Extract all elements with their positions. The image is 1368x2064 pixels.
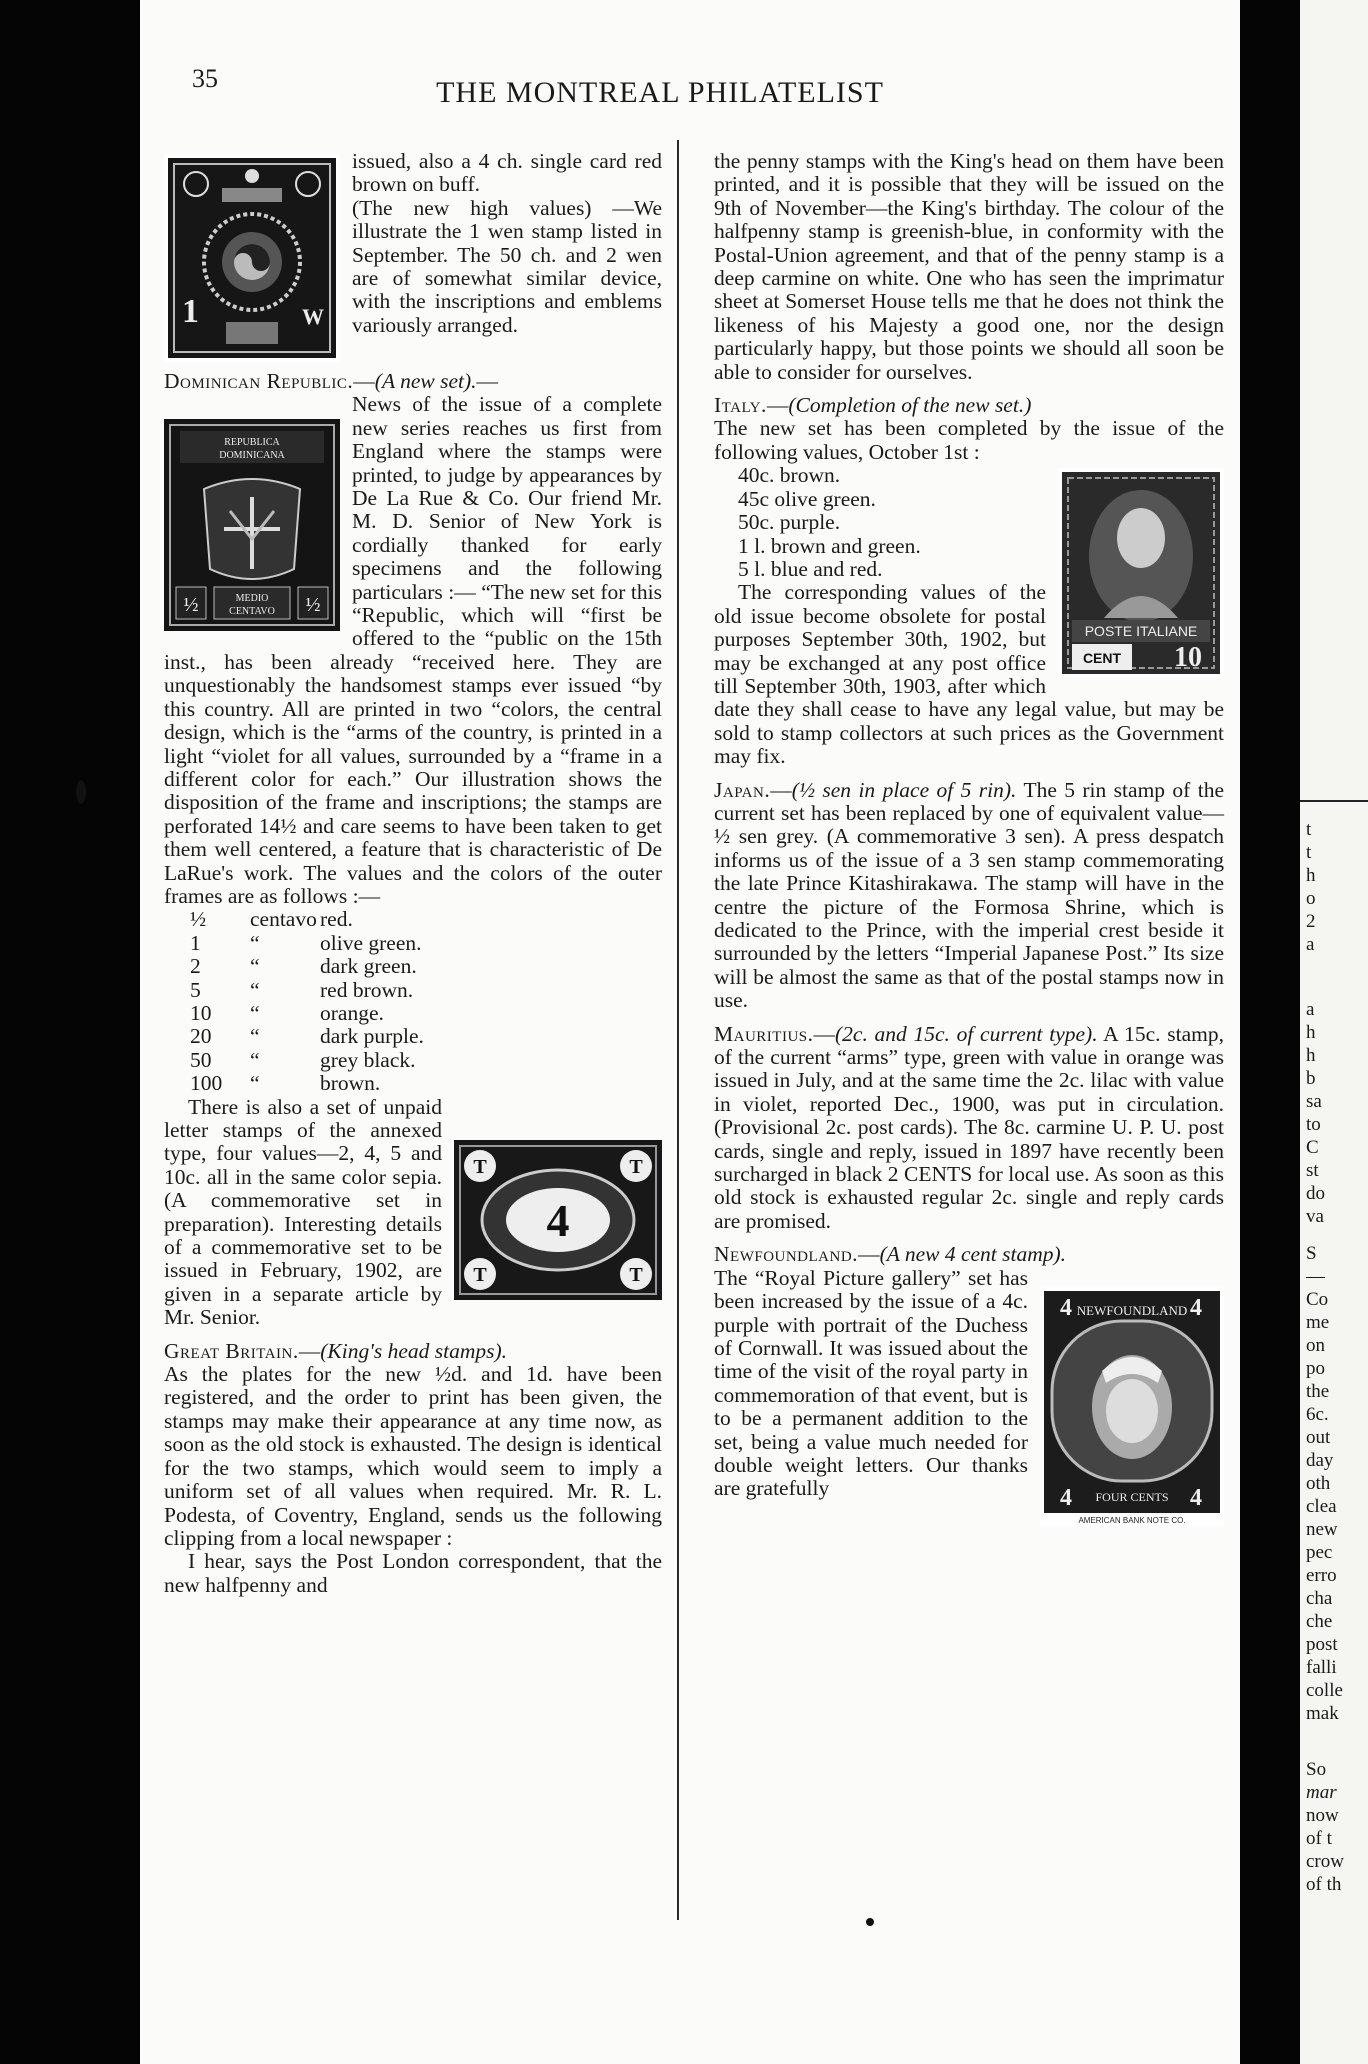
dominican-heading: Dominican Republic.: [164, 369, 354, 393]
list-item: 40c. brown.: [738, 463, 841, 488]
adjacent-page-text: now: [1306, 1805, 1339, 1826]
list-item: 10 “ orange.: [190, 1000, 384, 1025]
adjacent-page-text: post: [1306, 1634, 1338, 1655]
svg-text:REPUBLICA: REPUBLICA: [224, 437, 280, 449]
korea-stamp-image: [164, 154, 340, 362]
svg-text:MEDIO: MEDIO: [235, 593, 269, 605]
great-britain-para-3: the penny stamps with the King's head on them have been printed, and it is possible that they will be issued on the 9th of November—the King's birthday. The colour of the halfpenny stamp is greenish-blue, in conformity with the Postal-Union agreement, and that of the penny stamp is a deep carmine on white. One who has seen the imprimatur sheet at Somerset House tells me that he does not think the likeness of his Majesty a good one, nor the design particularly happy, but those points we should all soon be able to consider for ourselves.: [714, 149, 1224, 384]
korea-text-1: issued, also a 4 ch. single card red brown on buff.: [352, 149, 662, 197]
adjacent-page-text: of t: [1306, 1828, 1332, 1849]
great-britain-para-2: I hear, says the Post London correspondent, that the new halfpenny and: [164, 1549, 662, 1597]
adjacent-page-text: po: [1306, 1358, 1325, 1379]
mauritius-heading: Mauritius.: [714, 1021, 814, 1046]
adjacent-page-text: new: [1306, 1519, 1338, 1540]
dominican-stamp-image: [164, 419, 340, 631]
column-divider: [677, 140, 679, 1920]
newfoundland-stamp-imprint: AMERICAN BANK NOTE CO.: [1078, 1515, 1186, 1525]
adjacent-page-text: pec: [1306, 1542, 1333, 1563]
list-item: 5 l. blue and red.: [738, 556, 883, 581]
adjacent-page-fragment: [1300, 0, 1368, 2064]
ink-dot: [866, 1918, 874, 1926]
list-item: 5 “ red brown.: [190, 977, 414, 1002]
adjacent-page-text: va: [1306, 1206, 1324, 1227]
adjacent-page-text: crow: [1306, 1851, 1344, 1872]
adjacent-page-text: 6c.: [1306, 1404, 1329, 1425]
italy-intro: The new set has been completed by the issue of the following values, October 1st :: [714, 416, 1224, 464]
korea-text-2: (The new high values) —We illustrate the 1 wen stamp listed in September. The 50 ch. and 2 wen are of somewhat similar device, with the inscriptions and emblems variously arranged.: [352, 195, 662, 337]
svg-text:T: T: [629, 1263, 643, 1286]
adjacent-page-text: day: [1306, 1450, 1334, 1471]
adjacent-page-text: C: [1306, 1137, 1319, 1158]
adjacent-page-text: h: [1306, 1045, 1316, 1066]
great-britain-para-1: As the plates for the new ½d. and 1d. have been registered, and the order to print has been given, the stamps may make their appearance at any time now, as soon as the old stock is exhausted. The design is identical for the two stamps, which would seem to imply a uniform set of all values when required. Mr. R. L. Podesta, of Coventry, England, sends us the following clipping from a local newspaper :: [164, 1362, 662, 1550]
dominican-fraction-right: ½: [305, 594, 321, 617]
great-britain-heading: Great Britain.: [164, 1338, 299, 1363]
newfoundland-stamp-legend: NEWFOUNDLAND: [1076, 1302, 1188, 1318]
adjacent-page-text: mak: [1306, 1703, 1339, 1724]
adjacent-page-text: the: [1306, 1381, 1330, 1402]
newfoundland-stamp-bottom: FOUR CENTS: [1095, 1489, 1169, 1504]
adjacent-page-text: a: [1306, 934, 1315, 955]
dominican-subhead: (A new set).: [374, 369, 477, 393]
adjacent-page-text: oth: [1306, 1473, 1331, 1494]
adjacent-page-text: mar: [1306, 1782, 1337, 1803]
svg-text:T: T: [473, 1263, 487, 1286]
adjacent-page-text: o: [1306, 888, 1316, 909]
adjacent-page-text: h: [1306, 1022, 1316, 1043]
adjacent-page-text: on: [1306, 1335, 1325, 1356]
adjacent-page-text: h: [1306, 865, 1316, 886]
adjacent-page-text: S: [1306, 1243, 1317, 1264]
list-item: 1 l. brown and green.: [738, 533, 921, 558]
svg-text:DOMINICANA: DOMINICANA: [219, 450, 285, 462]
magazine-page: [140, 0, 1240, 2064]
mauritius-subhead: (2c. and 15c. of current type).: [835, 1021, 1098, 1046]
list-item: 50c. purple.: [738, 510, 841, 535]
italy-stamp-value: 10: [1174, 642, 1202, 674]
svg-text:T: T: [473, 1155, 487, 1178]
svg-text:4: 4: [1060, 1484, 1072, 1511]
adjacent-page-rule: [1300, 800, 1368, 802]
postage-due-stamp-image: [454, 1140, 662, 1300]
adjacent-page-text: 2: [1306, 911, 1316, 932]
postage-due-value: 4: [546, 1194, 570, 1246]
scan-border-right: [1240, 0, 1300, 2064]
italy-subhead: (Completion of the new set.): [788, 393, 1032, 418]
korea-stamp-value: 1: [182, 293, 199, 330]
svg-text:T: T: [629, 1155, 643, 1178]
list-item: 45c olive green.: [738, 486, 876, 511]
adjacent-page-text: st: [1306, 1160, 1319, 1181]
adjacent-page-text: t: [1306, 842, 1312, 863]
korea-stamp-currency: W: [302, 304, 324, 329]
svg-text:CENTAVO: CENTAVO: [229, 606, 275, 618]
italy-heading: Italy.: [714, 393, 767, 418]
right-column: the penny stamps with the King's head on them have been printed, and it is possible that they will be issued on the 9th of November—the King's birthday. The colour of the halfpenny stamp is greenish-blue, in conformity with the Postal-Union agreement, and that of the penny stamp is a deep carmine on white. One who has seen the imprimatur sheet at Somerset House tells me that he does not think the likeness of his Majesty a good one, nor the design particularly happy, but those points we should all soon be able to consider for ourselves. Italy.—(Completion of the new set.) The new set has been completed by the issue of the following values, October 1st : POSTE ITALIANE CENT 10 40c. brown. 45c olive green. 50c. purple. 1 l. brown and green. 5 l. blue and red. The corresponding values of the old issue become obsolete for postal purposes September 30th, 1902, but may be exchanged at any post office till September 30th, 1903, after which date they shall cease to have any legal value, but may be sold to stamp collectors at such prices as the Government may fix. Japan.—(½ sen in place of 5 rin). The 5 rin stamp of the current set has been replaced by one of equivalent value—½ sen grey. (A commemorative 3 sen). A press despatch informs us of the issue of a 3 sen stamp commemorating the late Prince Kitashirakawa. The stamp will have in the centre the picture of the Formosa Shrine, which is dedicated to the Prince, with the imperial crest beside it surrounded by the letters “Imperial Japanese Post.” Its size will be almost the same as that of the postal stamps now in use. Mauritius.—(2c. and 15c. of current type). A 15c. stamp, of the current “arms” type, green with value in orange was issued in July, and at the same time the 2c. lilac with value in violet, reported Dec., 1900, was put in circulation. (Provisional 2c. post cards). The 8c. carmine U. P. U. post cards, single and reply, issued in 1897 have recently been surcharged in black 2 CENTS for local use. As soon as this old stock is exhausted regular 2c. single and reply cards are promised. Newfoundland.—(A new 4 cent stamp). NEWFOUNDLAND 4 4 4 4 FOUR CENTS AMERICAN BANK NOTE CO. The “Royal Picture gallery” set has been increased by the issue of a 4c. purple with portrait of the Duchess of Cornwall. It was issued about the time of the visit of the royal party in commemoration of that event, but is to be a permanent addition to the set, being a value much needed for double weight letters. Our thanks are gratefully: [714, 149, 1225, 1525]
newfoundland-heading: Newfoundland.: [714, 1242, 859, 1267]
japan-subhead: (½ sen in place of 5 rin).: [791, 777, 1017, 802]
list-item: 1 “ olive green.: [190, 930, 422, 955]
adjacent-page-text: —: [1306, 1266, 1325, 1287]
scan-border-left: [0, 0, 140, 2064]
adjacent-page-text: to: [1306, 1114, 1321, 1135]
adjacent-page-text: colle: [1306, 1680, 1343, 1701]
adjacent-page-text: cha: [1306, 1588, 1333, 1609]
japan-para: The 5 rin stamp of the current set has been replaced by one of equivalent value—½ sen grey. (A commemorative 3 sen). A press despatch informs us of the issue of a 3 sen stamp commemorating the late Prince Kitashirakawa. The stamp will have in the centre the picture of the Formosa Shrine, which is dedicated to the Prince, with the imperial crest beside it surrounded by the letters “Imperial Japanese Post.” Its size will be almost the same as that of the postal stamps now in use.: [714, 777, 1225, 1013]
left-column: 1 W issued, also a 4 ch. single card red brown on buff. (The new high values) —We illustrate the 1 wen stamp listed in September. The 50 ch. and 2 wen are of somewhat similar device, with the inscriptions and emblems variously arranged. Dominican Republic.—(A new set).— REPUBLICA DOMINICANA MEDIO CENTAVO ½ ½ News of the issue of a complete new series reaches us first from England where the stamps were printed, to judge by appearances by De La Rue & Co. Our friend Mr. M. D. Senior of New York is cordially thanked for early specimens and the following particulars :— “The new set for this “Republic, which will “first be offered to the “public on the 15th inst., has been already “received here. They are unquestionably the handsomest stamps ever issued “by this country. All are printed in two “colors, the central design, which is the “arms of the country, is printed in a light “violet for all values, surrounded by a “frame in a different color for each.” Our illustration shows the disposition of the frame and inscriptions; the stamps are perforated 14½ and care seems to have been taken to get them well centered, a feature that is characteristic of De LaRue's work. The values and the colors of the outer frames are as follows :— ½ centavo red. 1 “ olive green. 2 “ dark green. 5 “ red brown. 10 “ orange. 20 “ dark purple. 50 “ grey black. 100 “ brown. 4 T T T T There is also a set of unpaid letter stamps of the annexed type, four values—2, 4, 5 and 10c. all in the same color sepia. (A commemorative set in preparation). Interesting details of a commemorative set to be issued in February, 1902, are given in a separate article by Mr. Senior. Great Britain.—(King's head stamps). As the plates for the new ½d. and 1d. have been registered, and the order to print has been given, the stamps may make their appearance at any time now, as soon as the old stock is exhausted. The design is identical for the two stamps, which would seem to imply a uniform set of all values when required. Mr. R. L. Podesta, of Coventry, England, sends us the following clipping from a local newspaper : I hear, says the Post London correspondent, that the new halfpenny and: [164, 149, 662, 1597]
adjacent-page-text: falli: [1306, 1657, 1337, 1678]
adjacent-page-text: do: [1306, 1183, 1325, 1204]
list-item: 20 “ dark purple.: [190, 1024, 424, 1049]
italy-stamp-legend: POSTE ITALIANE: [1084, 623, 1198, 640]
mauritius-para: A 15c. stamp, of the current “arms” type, green with value in orange was issued in July, and at the same time the 2c. lilac with value in violet, reported Dec., 1900, was put in circulation. (Provisional 2c. post cards). The 8c. carmine U. P. U. post cards, single and reply, issued in 1897 have recently been surcharged in black 2 CENTS for local use. As soon as this old stock is exhausted regular 2c. single and reply cards are promised.: [714, 1021, 1224, 1233]
newfoundland-stamp-image: [1040, 1287, 1224, 1527]
adjacent-page-text: a: [1306, 999, 1315, 1020]
japan-heading: Japan.: [714, 777, 771, 802]
adjacent-page-text: erro: [1306, 1565, 1337, 1586]
adjacent-page-text: clea: [1306, 1496, 1337, 1517]
adjacent-page-text: t: [1306, 819, 1312, 840]
adjacent-page-text: So: [1306, 1759, 1327, 1780]
adjacent-page-text: out: [1306, 1427, 1331, 1448]
dominican-values-list: [190, 908, 662, 1095]
newfoundland-subhead: (A new 4 cent stamp).: [879, 1242, 1067, 1267]
adjacent-page-text: che: [1306, 1611, 1333, 1632]
adjacent-page-text: me: [1306, 1312, 1330, 1333]
page-number: 35: [192, 64, 218, 93]
adjacent-page-text: Co: [1306, 1289, 1329, 1310]
adjacent-page-text: b: [1306, 1068, 1316, 1089]
list-item: 50 “ grey black.: [190, 1047, 416, 1072]
svg-text:4: 4: [1190, 1484, 1202, 1511]
ink-blot: [76, 780, 86, 804]
italy-stamp-image: [1058, 468, 1224, 678]
dominican-fraction-left: ½: [183, 594, 199, 617]
list-item: ½ centavo red.: [190, 907, 353, 932]
italy-stamp-cent: CENT: [1082, 650, 1122, 667]
adjacent-page-text: of th: [1306, 1874, 1342, 1895]
great-britain-subhead: (King's head stamps).: [320, 1338, 507, 1363]
running-head: THE MONTREAL PHILATELIST: [436, 76, 884, 109]
italy-para: The corresponding values of the old issue become obsolete for postal purposes September 30th, 1902, but may be exchanged at any post office till September 30th, 1903, after which date they shall cease to have any legal value, but may be sold to stamp collectors at such prices as the Government may fix.: [714, 580, 1224, 769]
dominican-para-1: News of the issue of a complete new series reaches us first from England where the stamps were printed, to judge by appearances by De La Rue & Co. Our friend Mr. M. D. Senior of New York is cordially thanked for early specimens and the following particulars :— “The new set for this “Republic, which will “first be offered to the “public on the 15th inst., has been already “received here. They are unquestionably the handsomest stamps ever issued “by this country. All are printed in two “colors, the central design, which is the “arms of the country, is printed in a light “violet for all values, surrounded by a “frame in a different color for each.” Our illustration shows the disposition of the frame and inscriptions; the stamps are perforated 14½ and care seems to have been taken to get them well centered, a feature that is characteristic of De LaRue's work. The values and the colors of the outer frames are as follows :—: [164, 392, 662, 908]
list-item: 100 “ brown.: [190, 1071, 381, 1096]
svg-text:4: 4: [1060, 1294, 1072, 1321]
list-item: 2 “ dark green.: [190, 954, 417, 979]
adjacent-page-text: sa: [1306, 1091, 1322, 1112]
svg-text:4: 4: [1190, 1294, 1202, 1321]
newfoundland-para: The “Royal Picture gallery” set has been increased by the issue of a 4c. purple with portrait of the Duchess of Cornwall. It was issued about the time of the visit of the royal party in commemoration of that event, but is to be a permanent addition to the set, being a value much needed for double weight letters. Our thanks are gratefully: [714, 1265, 1028, 1501]
dominican-para-2: There is also a set of unpaid letter stamps of the annexed type, four values—2, 4, 5 and 10c. all in the same color sepia. (A commemorative set in preparation). Interesting details of a commemorative set to be issued in February, 1902, are given in a separate article by Mr. Senior.: [164, 1094, 442, 1330]
